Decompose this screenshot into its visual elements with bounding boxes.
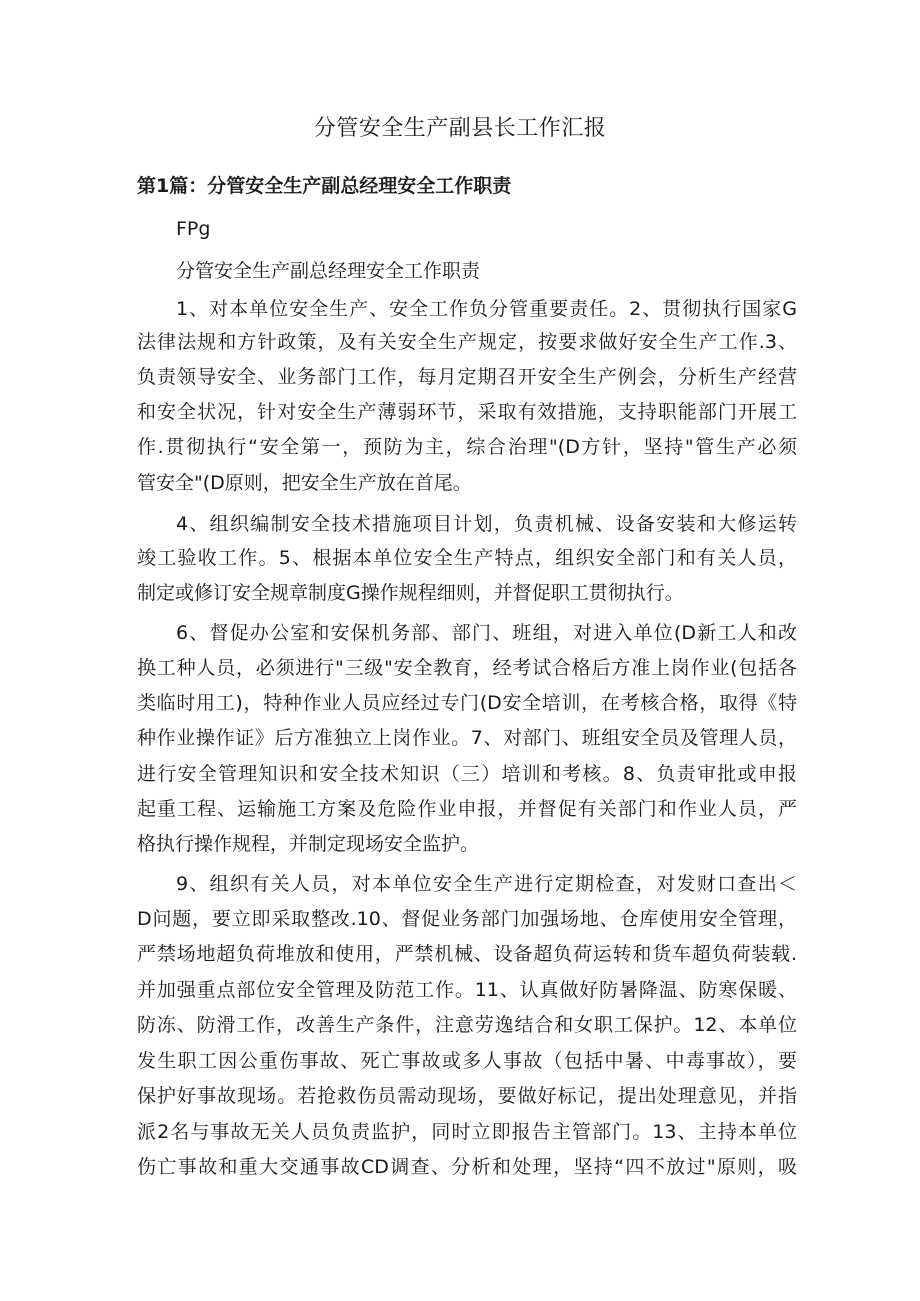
body-line: 伤亡事故和重大交通事故CD调查、分析和处理，坚持“四不放过"原则，吸 xyxy=(137,1156,797,1178)
body-line: 6、督促办公室和安保机务部、部门、班组，对进入单位(D新工人和改 xyxy=(176,622,797,644)
body-line: 发生职工因公重伤事故、死亡事故或多人事故（包括中暑、中毒事故），要 xyxy=(137,1050,797,1072)
body-line: 竣工验收工作。5、根据本单位安全生产特点，组织安全部门和有关人员， xyxy=(137,547,797,569)
body-line: 法律法规和方针政策，及有关安全生产规定，按要求做好安全生产工作.3、 xyxy=(137,331,797,353)
body-line: 换工种人员，必须进行"三级"安全教育，经考试合格后方准上岗作业(包括各 xyxy=(137,657,797,679)
document-subtitle: 分管安全生产副总经理安全工作职责 xyxy=(176,260,481,282)
document-code: FPg xyxy=(176,218,211,240)
body-line: 制定或修订安全规章制度G操作规程细则，并督促职工贯彻执行。 xyxy=(137,582,684,604)
body-line: 种作业操作证》后方准独立上岗作业。7、对部门、班组安全员及管理人员， xyxy=(137,727,797,749)
body-line: 和安全状况，针对安全生产薄弱环节，采取有效措施，支持职能部门开展工 xyxy=(137,401,797,423)
body-line: 9、组织有关人员，对本单位安全生产进行定期检查，对发财口查出＜ xyxy=(176,873,797,895)
body-line: 保护好事故现场。若抢救伤员需动现场，要做好标记，提出处理意见，并指 xyxy=(137,1085,797,1107)
document-title: 分管安全生产副县长工作汇报 xyxy=(313,116,607,141)
body-line: 作.贯彻执行“安全第一，预防为主，综合治理"(D方针，坚持"管生产必须 xyxy=(137,436,797,458)
body-line: 起重工程、运输施工方案及危险作业申报，并督促有关部门和作业人员，严 xyxy=(137,798,797,820)
body-line: 严禁场地超负荷堆放和使用，严禁机械、设备超负荷运转和货车超负荷装载. xyxy=(137,943,797,965)
body-line: 管安全"(D原则，把安全生产放在首尾。 xyxy=(137,472,472,494)
body-line: 1、对本单位安全生产、安全工作负分管重要责任。2、贯彻执行国家G xyxy=(176,298,797,320)
body-line: 4、组织编制安全技术措施项目计划，负责机械、设备安装和大修运转 xyxy=(176,513,797,535)
body-line: 格执行操作规程，并制定现场安全监护。 xyxy=(137,833,480,855)
section-heading: 第1篇：分管安全生产副总经理安全工作职责 xyxy=(137,175,512,197)
body-line: 防冻、防滑工作，改善生产条件，注意劳逸结合和女职工保护。12、本单位 xyxy=(137,1014,797,1036)
body-line: 负责领导安全、业务部门工作，每月定期召开安全生产例会，分析生产经营 xyxy=(137,366,797,388)
body-line: 类临时用工)，特种作业人员应经过专门(D安全培训，在考核合格，取得《特 xyxy=(137,692,797,714)
body-line: 并加强重点部位安全管理及防范工作。11、认真做好防暑降温、防寒保暖、 xyxy=(137,979,797,1001)
body-line: 进行安全管理知识和安全技术知识（三）培训和考核。8、负责审批或申报 xyxy=(137,763,797,785)
body-line: D问题，要立即采取整改.10、督促业务部门加强场地、仓库使用安全管理， xyxy=(137,908,797,930)
body-line: 派2名与事故无关人员负责监护，同时立即报告主管部门。13、主持本单位 xyxy=(137,1121,797,1143)
